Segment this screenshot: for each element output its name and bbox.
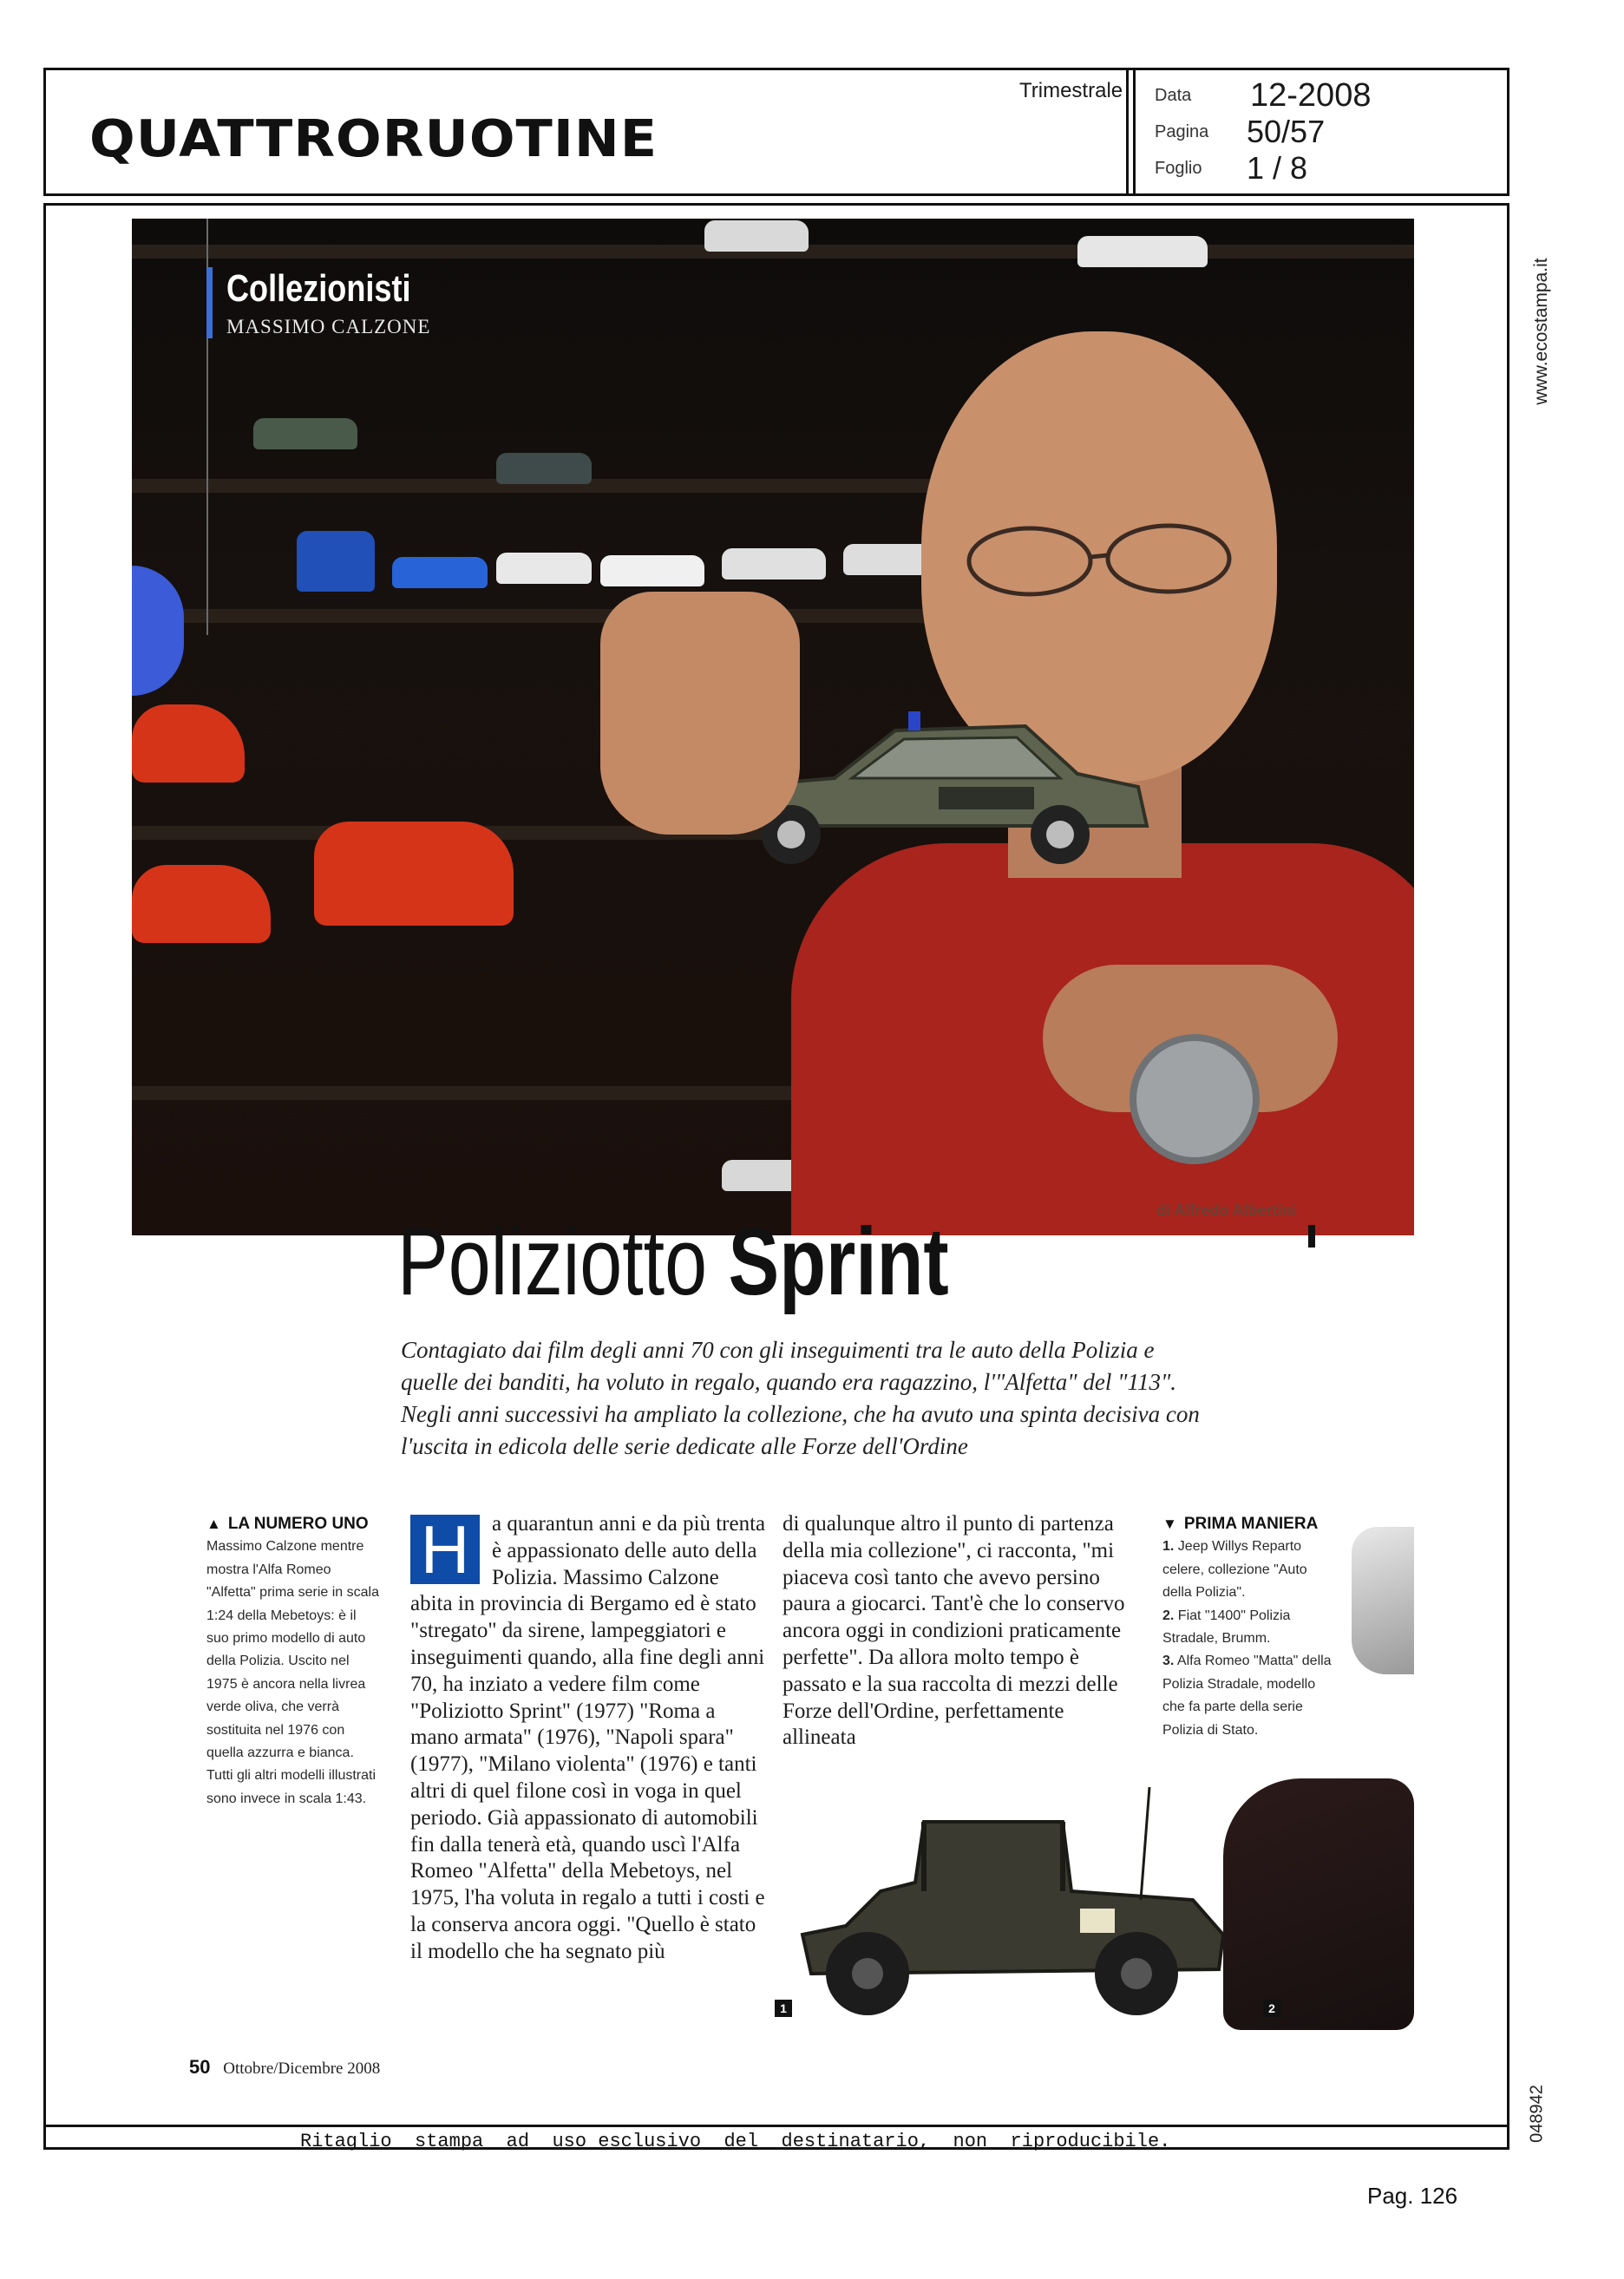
caption-text: Massimo Calzone mentre mostra l'Alfa Romeo "Alfetta" prima serie in scala 1:24 della Mebetoys: è il suo primo modello di auto della Polizia. Uscito nel 1975 è ancora nella livrea verde oliva, che verrà sostituita nel 1976 con quella azzurra e bianca. Tutti gli altri modelli illustrati sono invece in scala 1:43. [206, 1539, 379, 1806]
page-folio [189, 2056, 380, 2079]
meta-row-data [1155, 77, 1484, 114]
jeep-model-image [785, 1787, 1245, 2034]
side-code: 048942 [1527, 2085, 1547, 2143]
model-car-3-image [1352, 1527, 1414, 1674]
masthead-box [43, 68, 1509, 196]
body-column-1 [410, 1511, 766, 1966]
article-intro: Contagiato dai film degli anni 70 con gli inseguimenti tra le auto della Polizia e quelle dei banditi, ha voluto in regalo, quando era ragazzino, l'"Alfetta" del "113". Negli anni successivi ha ampliato la collezione, che ha avuto una spinta decisiva con l'uscita in edicola delle serie dedicate alle Forze dell'Ordine [401, 1337, 1200, 1459]
lead-text: a quarantun anni e da più trenta è appassionato delle auto della Polizia. [492, 1512, 766, 1589]
model-car [600, 555, 704, 586]
meta-row-pagina [1155, 114, 1484, 150]
meta-row-foglio [1155, 150, 1484, 187]
meta-key: Foglio [1155, 159, 1202, 178]
model-car [392, 557, 488, 588]
red-model-car [314, 822, 514, 926]
model-car [297, 531, 375, 592]
section-title: Collezionisti [226, 267, 411, 310]
section-header [206, 267, 451, 338]
blue-shape [132, 566, 184, 696]
title-light: Poliziotto [397, 1208, 708, 1315]
periodicity-label: Trimestrale [1019, 79, 1123, 102]
model-car [253, 418, 357, 449]
model-car [704, 220, 809, 252]
publication-logo: QUATTRORUOTINE [89, 108, 658, 169]
figure-label-1: 1 [775, 2000, 792, 2017]
body-text: di qualunque altro il punto di partenza della mia collezione", ci racconta, "mi piaceva così tanto che avevo persino paura a giocarci. Tant'è che lo conservo ancora oggi in condizioni praticamente perfette". Da allora molto tempo è passato e la sua raccolta di mezzi delle Forze dell'Ordine, perfettamente allineata [783, 1512, 1125, 1750]
body-column-2 [783, 1511, 1130, 1752]
caption-title: ▲ LA NUMERO UNO [206, 1513, 380, 1536]
model-car [722, 548, 826, 580]
caption-item: 1. Jeep Willys Reparto celere, collezione "Auto della Polizia". [1162, 1539, 1307, 1601]
article-photo [132, 219, 1414, 1235]
model-car [1077, 236, 1208, 267]
folio-page: 50 [189, 2056, 211, 2078]
title-bold: Sprint [728, 1208, 949, 1315]
glasses [965, 522, 1234, 600]
drop-cap: H [410, 1515, 480, 1584]
caption-prima-maniera [1162, 1513, 1336, 1742]
author-name: MASSIMO CALZONE [226, 316, 431, 337]
triangle-down-icon: ▼ [1162, 1516, 1177, 1532]
page-number: Pag. 126 [1367, 2183, 1458, 2209]
folio-issue: Ottobre/Dicembre 2008 [223, 2060, 381, 2078]
header-divider [1126, 70, 1136, 193]
meta-value: 1 / 8 [1247, 150, 1308, 186]
side-url: www.ecostampa.it [1531, 258, 1551, 405]
fiat-1400-model-image [1223, 1778, 1414, 2030]
photo-credit: di Alfredo Albertini [1156, 1202, 1296, 1219]
shelf [132, 609, 999, 623]
person-hand [600, 592, 800, 835]
caption-item: 2. Fiat "1400" Polizia Stradale, Brumm. [1162, 1608, 1291, 1647]
caption-la-numero-uno [206, 1513, 380, 1811]
triangle-up-icon: ▲ [206, 1516, 221, 1532]
meta-key: Data [1155, 86, 1192, 105]
model-car [496, 553, 592, 584]
footer-notice: Ritaglio stampa ad uso esclusivo del destinatario, non riproducibile. [300, 2131, 1171, 2152]
body-text: Massimo Calzone abita in provincia di Bergamo ed è stato "stregato" da sirene, lampeggiatori e inseguimenti quando, alla fine degli anni 70, ha inziato a vedere film come "Poliziotto Sprint" (1977) "Roma a mano armata" (1976), "Napoli spara" (1977), "Milano violenta" (1976) e tanti altri di quel filone così in voga in quel periodo. Già appassionato di automobili fin dalla tenerà età, quando uscì l'Alfa Romeo "Alfetta" della Mebetoys, nel 1975, l'ha voluta in regalo a tutti i costi e la conserva ancora oggi. "Quello è stato il modello che ha segnato più [410, 1565, 765, 1963]
shelf [132, 1086, 826, 1100]
red-model-car [132, 704, 245, 783]
caption-item: 3. Alfa Romeo "Matta" della Polizia Stradale, modello che fa parte della serie Polizia di Stato. [1162, 1654, 1332, 1738]
article-title [397, 1208, 949, 1315]
red-model-car [132, 865, 271, 943]
meta-value: 12-2008 [1250, 77, 1372, 114]
figure-label-2: 2 [1263, 2000, 1280, 2017]
title-mark [1308, 1225, 1315, 1248]
meta-value: 50/57 [1247, 114, 1326, 149]
issue-meta [1155, 77, 1484, 187]
wristwatch [1130, 1034, 1260, 1164]
caption-title: ▼ PRIMA MANIERA [1162, 1513, 1336, 1536]
footer-notice-bar [43, 2125, 1509, 2157]
model-car [496, 453, 592, 484]
meta-key: Pagina [1155, 122, 1209, 141]
